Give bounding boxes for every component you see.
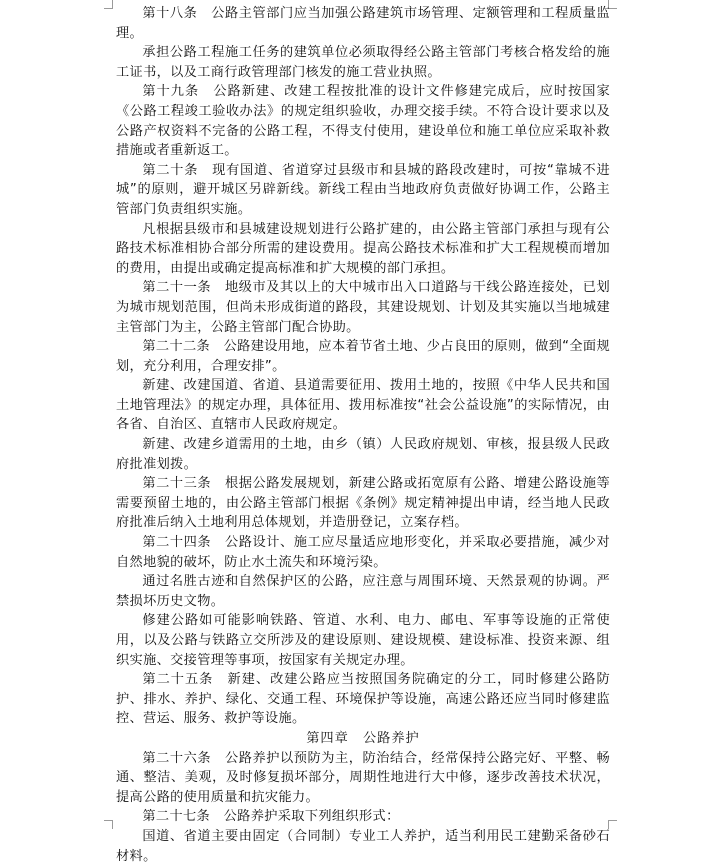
page-corner-mark bbox=[104, 0, 113, 9]
chapter-heading: 第四章 公路养护 bbox=[306, 730, 420, 746]
article-24-paragraph-2: 通过名胜古迹和自然保护区的公路，应注意与周围环境、天然景观的协调。严禁损坏历史文物。 bbox=[116, 574, 610, 609]
article-24: 第二十四条 公路设计、施工应尽量适应地形变化，并采取必要措施，减少对自然地貌的破坏，防止水土流失和环境污染。 bbox=[116, 535, 610, 570]
article-20-paragraph-2: 凡根据县级市和县城建设规划进行公路扩建的，由公路主管部门承担与现有公路技术标准相协合部分所需的建设费用。提高公路技术标准和扩大工程规模而增加的费用，由提出或确定提高标准和扩大规模的部门承担。 bbox=[116, 221, 610, 276]
page-corner-mark bbox=[104, 820, 113, 829]
article-19: 第十九条 公路新建、改建工程按批准的设计文件修建完成后，应时按国家《公路工程竣工验收办法》的规定组织验收，办理交接手续。不符合设计要求以及公路产权资料不完备的公路工程，不得支付使用，建设单位和施工单位应采取补救措施或者重新返工。 bbox=[116, 84, 610, 159]
document-body bbox=[116, 4, 610, 866]
article-24-paragraph-3: 修建公路如可能影响铁路、管道、水利、电力、邮电、军事等设施的正常使用，以及公路与铁路立交所涉及的建设原则、建设规模、建设标准、投资来源、组织实施、交接管理等事项，按国家有关规定办理。 bbox=[116, 613, 610, 668]
article-21: 第二十一条 地级市及其以上的大中城市出入口道路与干线公路连接处，已划为城市规划范围，但尚未形成街道的路段，其建设规划、计划及其实施以当地城建主管部门为主，公路主管部门配合协助。 bbox=[116, 280, 610, 335]
article-26: 第二十六条 公路养护以预防为主，防治结合，经常保持公路完好、平整、畅通、整洁、美观，及时修复损坏部分，周期性地进行大中修，逐步改善技术状况，提高公路的使用质量和抗灾能力。 bbox=[116, 750, 610, 805]
article-22-paragraph-2: 新建、改建国道、省道、县道需要征用、拨用土地的，按照《中华人民共和国土地管理法》的规定办理，具体征用、拨用标准按“社会公益设施”的实际情况，由各省、自治区、直辖市人民政府规定。 bbox=[116, 378, 610, 433]
article-18-paragraph-2: 承担公路工程施工任务的建筑单位必须取得经公路主管部门考核合格发给的施工证书，以及工商行政管理部门核发的施工营业执照。 bbox=[116, 45, 610, 80]
article-22-paragraph-3: 新建、改建乡道需用的土地，由乡（镇）人民政府规划、审核，报县级人民政府批准划拨。 bbox=[116, 437, 610, 472]
article-25: 第二十五条 新建、改建公路应当按照国务院确定的分工，同时修建公路防护、排水、养护、绿化、交通工程、环境保护等设施，高速公路还应当同时修建监控、营运、服务、救护等设施。 bbox=[116, 672, 610, 727]
article-27-paragraph-2: 国道、省道主要由固定（合同制）专业工人养护，适当利用民工建勤采备砂石材料。 bbox=[116, 828, 610, 864]
article-27: 第二十七条 公路养护采取下列组织形式： bbox=[142, 809, 400, 825]
article-20: 第二十条 现有国道、省道穿过县级市和县城的路段改建时，可按“靠城不进城”的原则，避开城区另辟新线。新线工程由当地政府负责做好协调工作，公路主管部门负责组织实施。 bbox=[116, 162, 610, 217]
article-18: 第十八条 公路主管部门应当加强公路建筑市场管理、定额管理和工程质量监理。 bbox=[116, 6, 610, 41]
article-23: 第二十三条 根据公路发展规划，新建公路或拓宽原有公路、增建公路设施等需要预留土地的，由公路主管部门根据《条例》规定精神提出申请，经当地人民政府批准后纳入土地利用总体规划，并造册登记，立案存档。 bbox=[116, 476, 610, 531]
article-22: 第二十二条 公路建设用地，应本着节省土地、少占良田的原则，做到“全面规划，充分利用，合理安排”。 bbox=[116, 339, 610, 374]
